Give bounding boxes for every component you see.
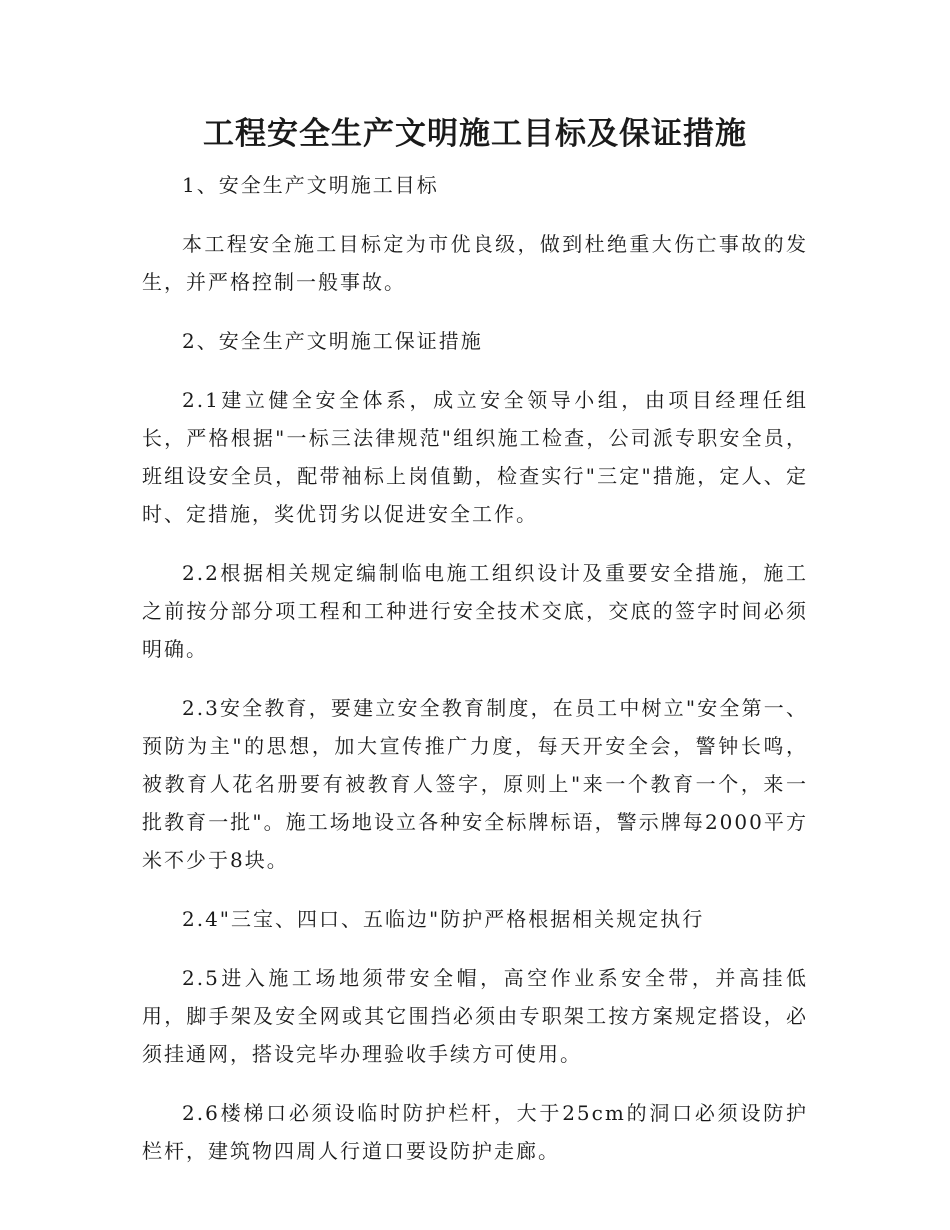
section-heading-1: 1、安全生产文明施工目标 [182, 173, 439, 197]
document-title: 工程安全生产文明施工目标及保证措施 [203, 116, 747, 152]
paragraph-safety-goal: 本工程安全施工目标定为市优良级，做到杜绝重大伤亡事故的发生，并严格控制一般事故。 [142, 232, 808, 294]
paragraph-2-6: 2.6楼梯口必须设临时防护栏杆，大于25cm的洞口必须设防护栏杆，建筑物四周人行道口要设防护走廊。 [142, 1101, 808, 1163]
paragraph-2-4: 2.4"三宝、四口、五临边"防护严格根据相关规定执行 [182, 907, 705, 931]
section-heading-2: 2、安全生产文明施工保证措施 [182, 329, 483, 353]
paragraph-2-1: 2.1建立健全安全体系，成立安全领导小组，由项目经理任组长，严格根据"一标三法律规范"组织施工检查，公司派专职安全员，班组设安全员，配带袖标上岗值勤，检查实行"三定"措施，定人、定时、定措施，奖优罚劣以促进安全工作。 [142, 388, 808, 526]
paragraph-2-5: 2.5进入施工场地须带安全帽，高空作业系安全带，并高挂低用，脚手架及安全网或其它围挡必须由专职架工按方案规定搭设，必须挂通网，搭设完毕办理验收手续方可使用。 [142, 966, 808, 1066]
paragraph-2-3: 2.3安全教育，要建立安全教育制度，在员工中树立"安全第一、预防为主"的思想，加大宣传推广力度，每天开安全会，警钟长鸣，被教育人花名册要有被教育人签字，原则上"来一个教育一个，来一批教育一批"。施工场地设立各种安全标牌标语，警示牌每2000平方米不少于8块。 [142, 696, 808, 872]
paragraph-2-2: 2.2根据相关规定编制临电施工组织设计及重要安全措施，施工之前按分部分项工程和工种进行安全技术交底，交底的签字时间必须明确。 [142, 561, 808, 661]
